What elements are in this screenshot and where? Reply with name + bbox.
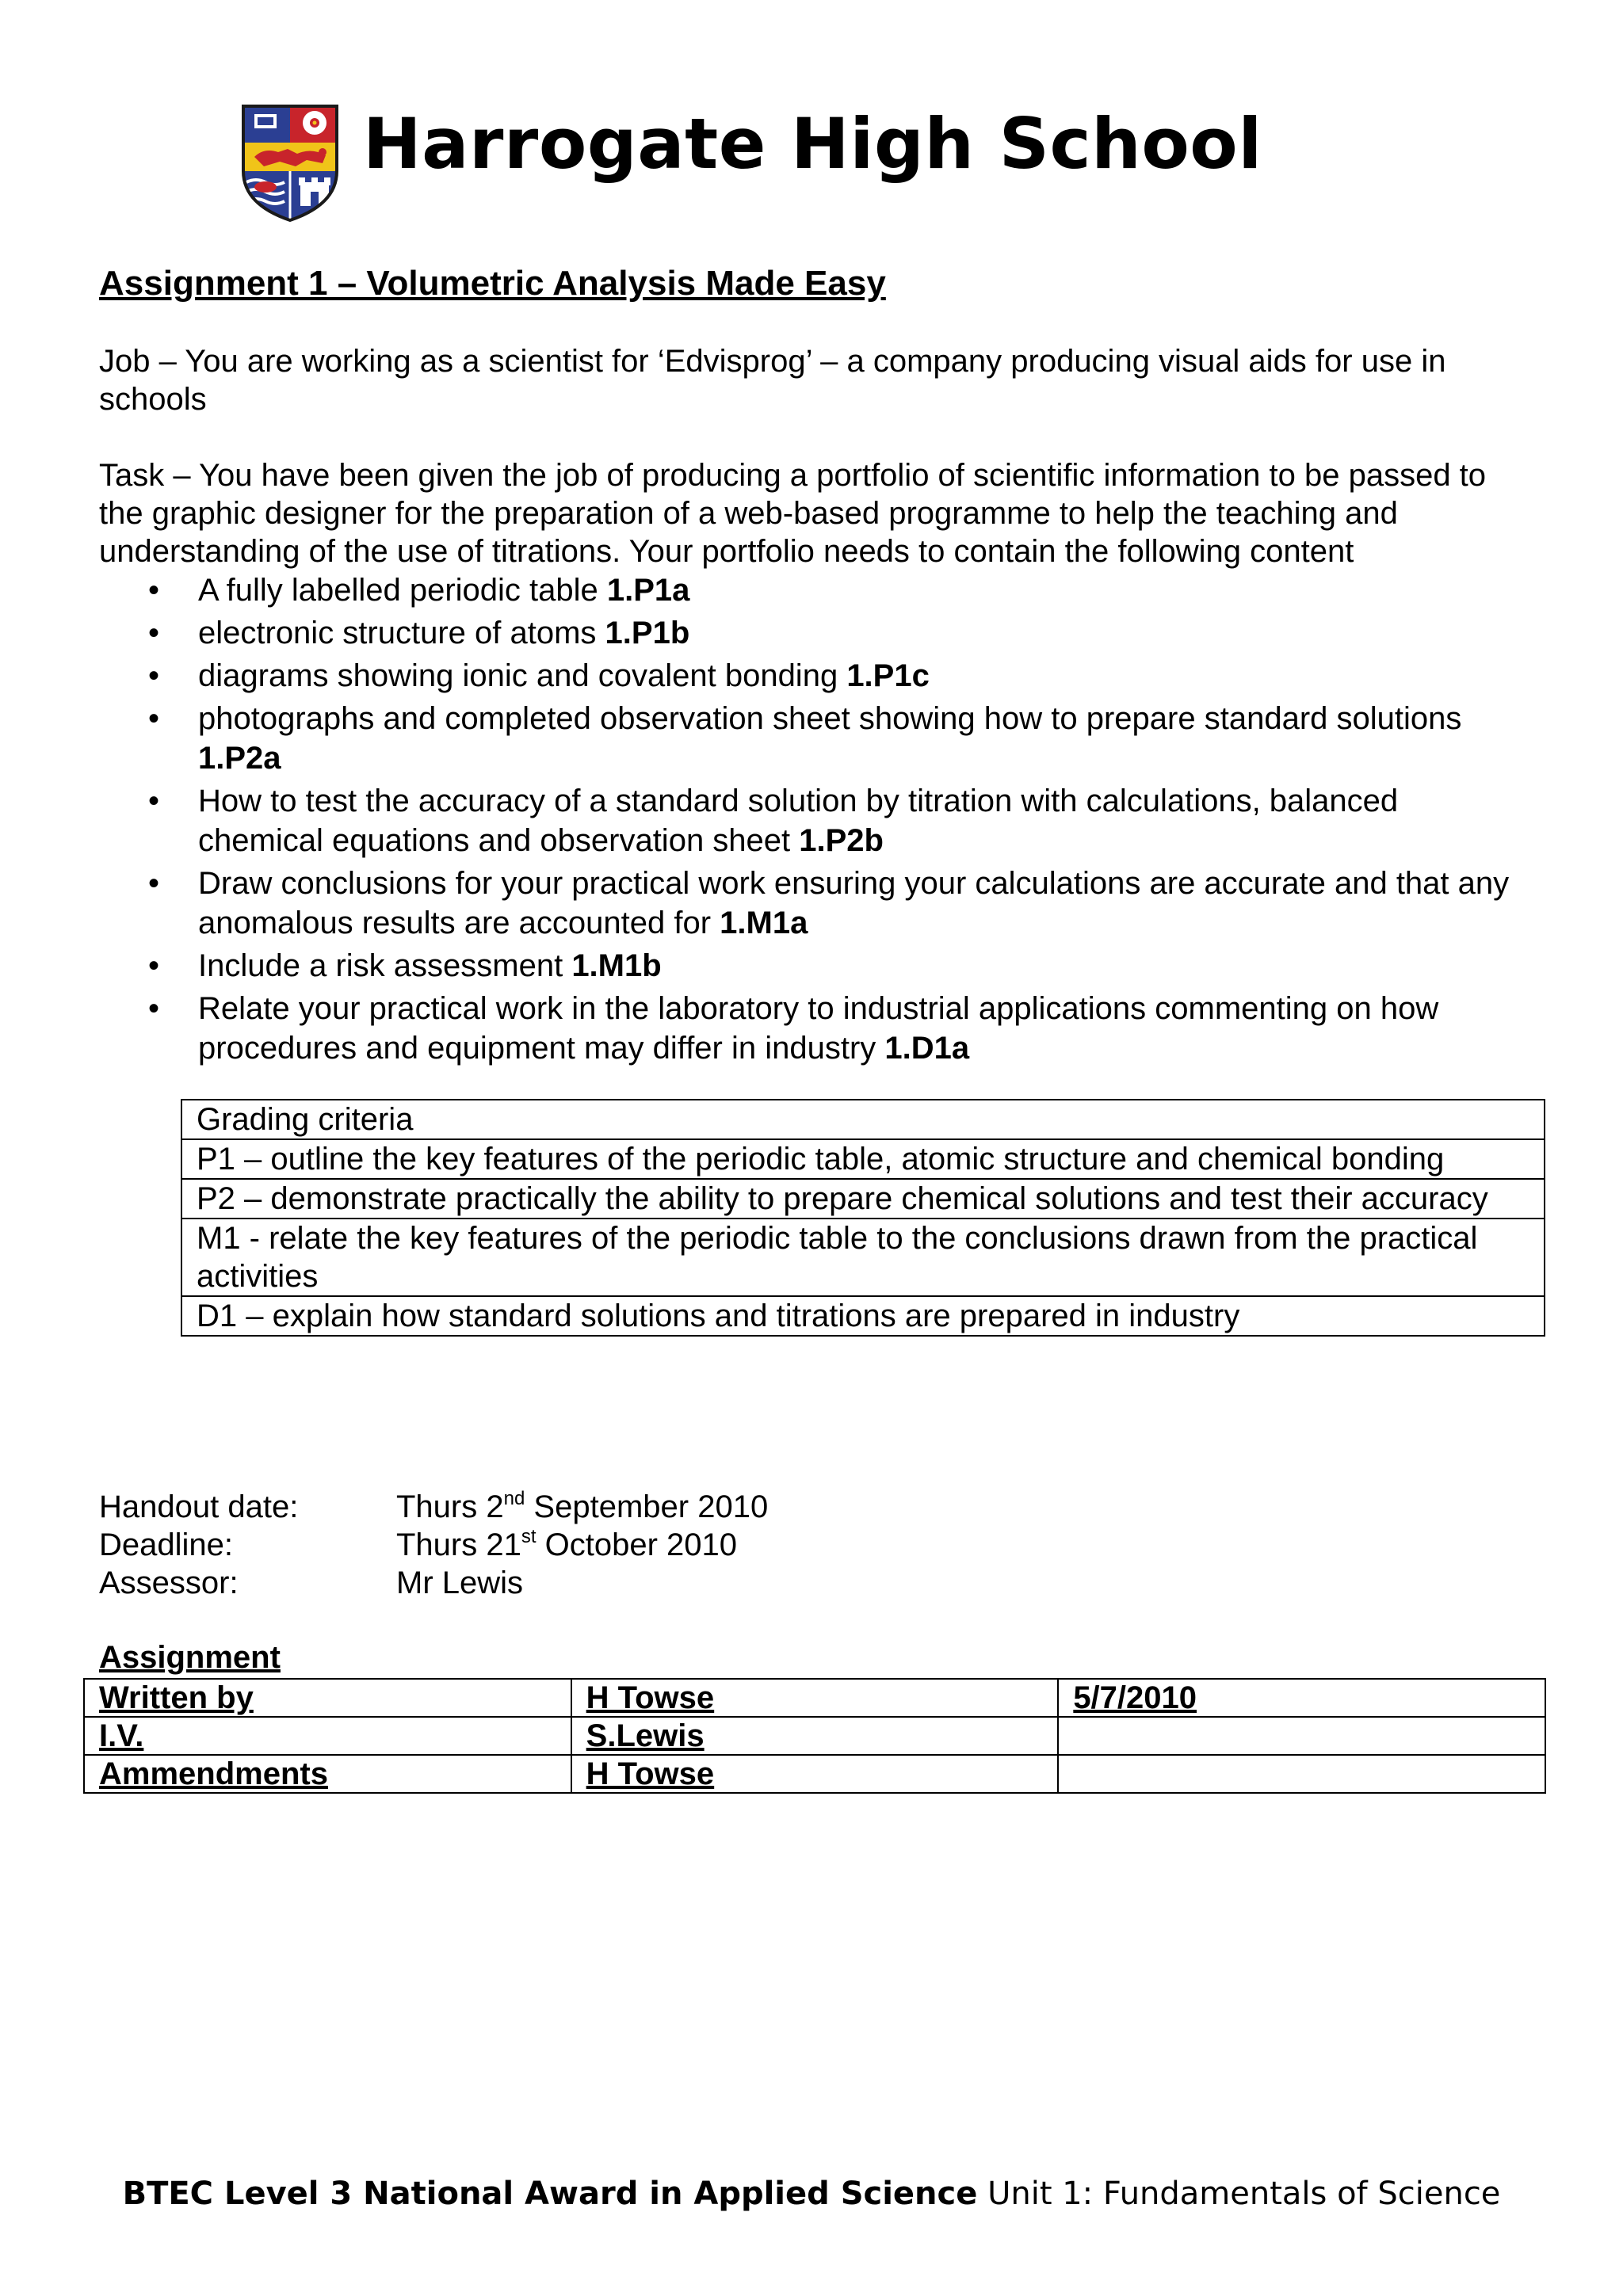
table-cell: Ammendments <box>84 1755 571 1793</box>
table-row <box>181 1296 1545 1336</box>
handout-date-row <box>99 1488 768 1526</box>
deadline-row <box>99 1526 768 1564</box>
list-item: • Include a risk assessment 1.M1b <box>99 946 1526 986</box>
assessor-value: Mr Lewis <box>396 1566 524 1600</box>
grading-criteria-table <box>181 1099 1545 1337</box>
footer-course: BTEC Level 3 National Award in Applied Science <box>122 2176 978 2212</box>
criteria-code: 1.P2b <box>799 823 884 858</box>
content-list <box>99 570 1526 1071</box>
criteria-code: 1.P1b <box>605 616 690 650</box>
table-cell: 5/7/2010 <box>1058 1679 1545 1717</box>
list-item: • photographs and completed observation sheet showing how to prepare standard solutions 1.P2a <box>99 699 1526 778</box>
table-cell <box>1058 1755 1545 1793</box>
deadline-label: Deadline: <box>99 1527 234 1562</box>
handout-date-value: Thurs 2nd September 2010 <box>396 1487 769 1524</box>
table-cell: Written by <box>84 1679 571 1717</box>
criteria-code: 1.P1a <box>606 573 690 608</box>
list-item: • How to test the accuracy of a standard solution by titration with calculations, balanced chemical equations and observation sheet 1.P2b <box>99 781 1526 860</box>
table-cell: S.Lewis <box>571 1717 1059 1755</box>
handout-date-label: Handout date: <box>99 1489 299 1524</box>
assessor-label: Assessor: <box>99 1566 239 1600</box>
footer-unit: Unit 1: Fundamentals of Science <box>977 2176 1501 2212</box>
assignment-details <box>99 1488 768 1602</box>
table-row <box>84 1717 1545 1755</box>
criteria-code: 1.P1c <box>846 658 930 693</box>
table-cell: H Towse <box>571 1755 1059 1793</box>
school-name: Harrogate High School <box>363 103 1262 185</box>
table-cell <box>1058 1717 1545 1755</box>
deadline-value: Thurs 21st October 2010 <box>396 1525 738 1562</box>
table-row <box>181 1100 1545 1139</box>
table-row <box>181 1219 1545 1296</box>
task-description: Task – You have been given the job of producing a portfolio of scientific information to be passed to the graphic designer for the preparation of a web-based programme to help the teaching and understanding of the use of titrations. Your portfolio needs to contain the following content <box>99 458 1487 569</box>
table-cell: M1 - relate the key features of the periodic table to the conclusions drawn from the practical activities <box>181 1219 1545 1296</box>
criteria-code: 1.D1a <box>884 1031 970 1066</box>
assignment-table-label: Assignment <box>99 1640 281 1675</box>
job-description: Job – You are working as a scientist for ‘Edvisprog’ – a company producing visual aids for use in schools <box>99 344 1446 417</box>
assignment-title: Assignment 1 – Volumetric Analysis Made Easy <box>99 264 886 303</box>
assessor-row <box>99 1564 768 1602</box>
table-row <box>181 1179 1545 1219</box>
table-cell: P2 – demonstrate practically the ability to prepare chemical solutions and test their accuracy <box>181 1179 1545 1219</box>
table-header-cell: Grading criteria <box>181 1100 1545 1139</box>
table-cell: H Towse <box>571 1679 1059 1717</box>
criteria-code: 1.M1a <box>720 906 808 940</box>
list-item: • electronic structure of atoms 1.P1b <box>99 613 1526 653</box>
table-row <box>84 1755 1545 1793</box>
list-item: • Relate your practical work in the laboratory to industrial applications commenting on how procedures and equipment may differ in industry 1.D1a <box>99 989 1526 1068</box>
list-item: • Draw conclusions for your practical work ensuring your calculations are accurate and that any anomalous results are accounted for 1.M1a <box>99 864 1526 943</box>
table-cell: I.V. <box>84 1717 571 1755</box>
table-cell: D1 – explain how standard solutions and titrations are prepared in industry <box>181 1296 1545 1336</box>
criteria-code: 1.M1b <box>571 948 662 983</box>
page-footer <box>0 2175 1623 2213</box>
table-cell: P1 – outline the key features of the periodic table, atomic structure and chemical bonding <box>181 1139 1545 1179</box>
criteria-code: 1.P2a <box>198 741 281 776</box>
table-row <box>181 1139 1545 1179</box>
assignment-signoff-table <box>83 1678 1546 1794</box>
list-item: • A fully labelled periodic table 1.P1a <box>99 570 1526 610</box>
school-crest-logo <box>240 103 340 223</box>
table-row <box>84 1679 1545 1717</box>
list-item: • diagrams showing ionic and covalent bonding 1.P1c <box>99 656 1526 696</box>
